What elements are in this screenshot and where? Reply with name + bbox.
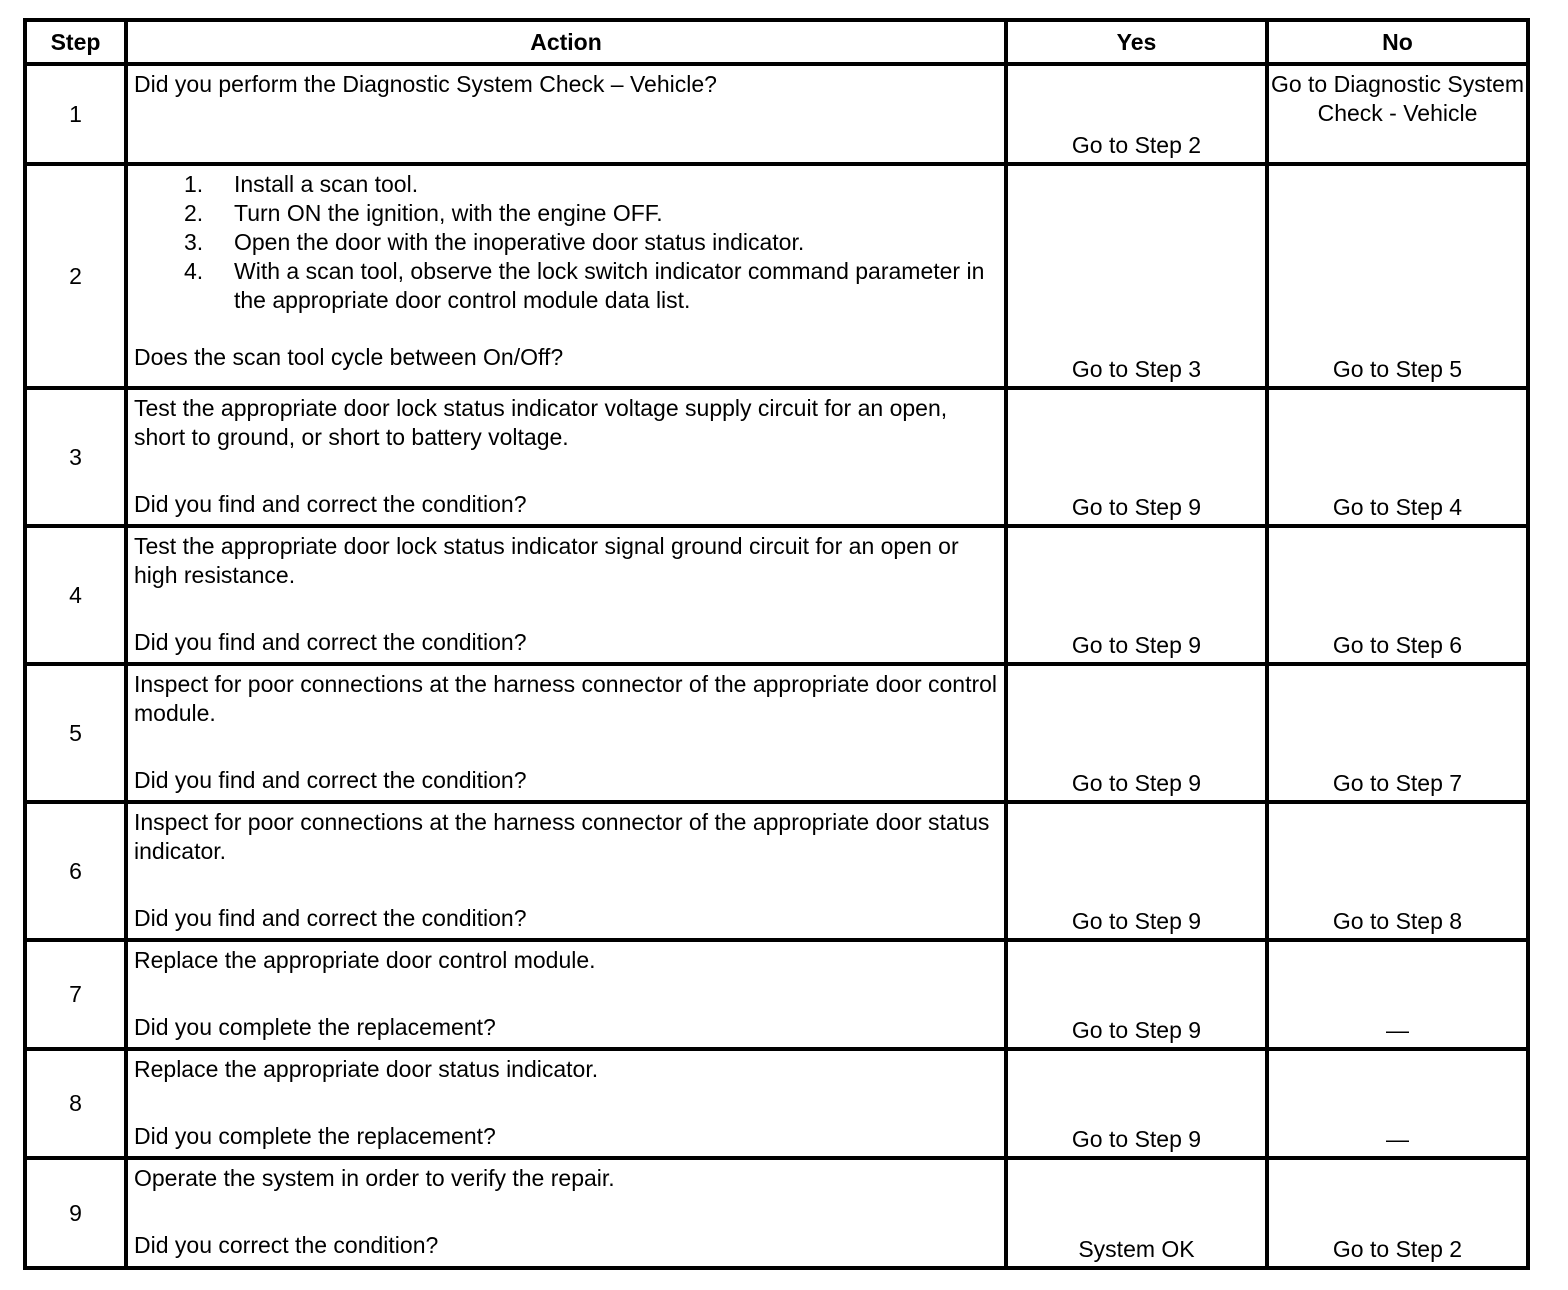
action-procedure: Inspect for poor connections at the harness connector of the appropriate door control module. [134, 671, 998, 726]
no-result: Go to Step 2 [1267, 1158, 1528, 1268]
action-question: Did you find and correct the condition? [134, 629, 527, 655]
table-row [25, 388, 1528, 526]
action-question: Did you perform the Diagnostic System Check – Vehicle? [134, 71, 717, 97]
table-row [25, 664, 1528, 802]
table-row [25, 1049, 1528, 1158]
header-row [25, 20, 1528, 64]
list-item-number: 4. [184, 258, 204, 284]
step-number: 7 [25, 940, 126, 1049]
action-cell [126, 1049, 1006, 1158]
yes-result: Go to Step 3 [1006, 164, 1267, 388]
step-number: 8 [25, 1049, 126, 1158]
action-question: Did you correct the condition? [134, 1232, 439, 1258]
action-cell [126, 64, 1006, 164]
diagnostic-table [23, 18, 1530, 1270]
no-result: Go to Step 5 [1267, 164, 1528, 388]
list-item [184, 170, 998, 199]
header-action: Action [126, 20, 1006, 64]
no-result: Go to Step 7 [1267, 664, 1528, 802]
table-row [25, 1158, 1528, 1268]
header-step: Step [25, 20, 126, 64]
action-cell [126, 526, 1006, 664]
table-row [25, 526, 1528, 664]
yes-result: System OK [1006, 1158, 1267, 1268]
no-result: Go to Step 4 [1267, 388, 1528, 526]
action-procedure: Operate the system in order to verify the repair. [134, 1165, 615, 1191]
header-yes: Yes [1006, 20, 1267, 64]
no-result: Go to Step 8 [1267, 802, 1528, 940]
action-procedure: Test the appropriate door lock status indicator signal ground circuit for an open or high resistance. [134, 533, 959, 588]
action-procedure: Test the appropriate door lock status indicator voltage supply circuit for an open, short to ground, or short to battery voltage. [134, 395, 948, 450]
yes-result: Go to Step 9 [1006, 802, 1267, 940]
yes-result: Go to Step 9 [1006, 1049, 1267, 1158]
list-item-text: With a scan tool, observe the lock switch indicator command parameter in the appropriate door control module data list. [234, 258, 985, 313]
list-item-number: 3. [184, 229, 204, 255]
list-item-number: 1. [184, 171, 204, 197]
no-result: Go to Diagnostic System Check - Vehicle [1267, 64, 1528, 164]
list-item [184, 199, 998, 228]
step-number: 3 [25, 388, 126, 526]
step-number: 5 [25, 664, 126, 802]
action-question: Did you find and correct the condition? [134, 767, 527, 793]
action-cell [126, 664, 1006, 802]
action-question: Did you find and correct the condition? [134, 905, 527, 931]
action-question: Did you complete the replacement? [134, 1123, 496, 1149]
table-row [25, 164, 1528, 388]
no-result: Go to Step 6 [1267, 526, 1528, 664]
action-procedure: Replace the appropriate door control module. [134, 947, 596, 973]
action-procedure: Inspect for poor connections at the harness connector of the appropriate door status indicator. [134, 809, 990, 864]
yes-result: Go to Step 9 [1006, 940, 1267, 1049]
yes-result: Go to Step 9 [1006, 526, 1267, 664]
table-row [25, 802, 1528, 940]
step-number: 9 [25, 1158, 126, 1268]
list-item-text: Open the door with the inoperative door status indicator. [234, 229, 805, 255]
action-question: Did you complete the replacement? [134, 1014, 496, 1040]
action-cell [126, 940, 1006, 1049]
no-result: — [1267, 1049, 1528, 1158]
step-number: 1 [25, 64, 126, 164]
step-number: 6 [25, 802, 126, 940]
header-no: No [1267, 20, 1528, 64]
list-item-text: Install a scan tool. [234, 171, 419, 197]
table-row [25, 940, 1528, 1049]
list-item [184, 228, 998, 257]
yes-result: Go to Step 9 [1006, 664, 1267, 802]
list-item-text: Turn ON the ignition, with the engine OFF. [234, 200, 663, 226]
action-cell [126, 388, 1006, 526]
list-item-number: 2. [184, 200, 204, 226]
action-cell [126, 164, 1006, 388]
step-number: 4 [25, 526, 126, 664]
action-cell [126, 1158, 1006, 1268]
action-procedure: Replace the appropriate door status indicator. [134, 1056, 599, 1082]
yes-result: Go to Step 9 [1006, 388, 1267, 526]
step-number: 2 [25, 164, 126, 388]
procedure-list [134, 170, 998, 315]
table-row [25, 64, 1528, 164]
yes-result: Go to Step 2 [1006, 64, 1267, 164]
action-cell [126, 802, 1006, 940]
action-question: Does the scan tool cycle between On/Off? [134, 344, 564, 370]
list-item [184, 257, 998, 315]
no-result: — [1267, 940, 1528, 1049]
action-question: Did you find and correct the condition? [134, 491, 527, 517]
